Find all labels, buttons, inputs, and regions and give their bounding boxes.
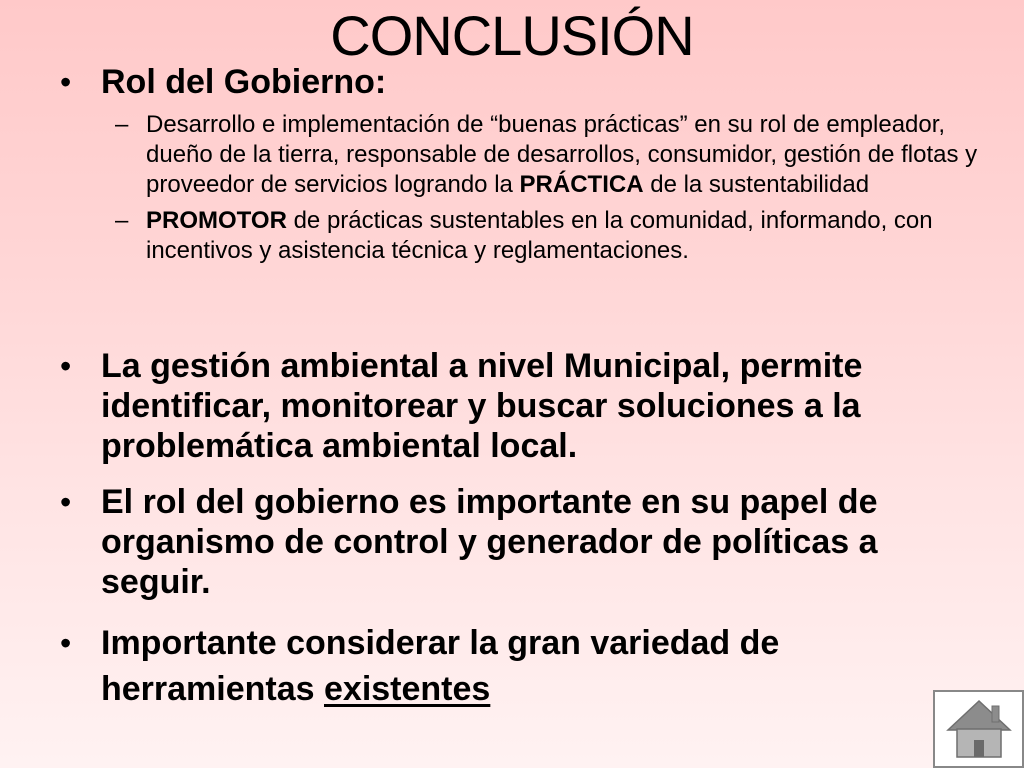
bullet-text: Importante considerar la gran variedad de herramientas — [101, 624, 780, 708]
bullet-underlined-word: existentes — [324, 670, 491, 708]
bullet-heading-text: Rol del Gobierno: — [101, 63, 387, 101]
sub-bullet-marker: – — [115, 207, 129, 234]
bullet-text: La gestión ambiental a nivel Municipal, permite identificar, monitorear y buscar soluciones a la problemática ambiental local. — [101, 347, 863, 465]
sub-bullet-text-end: de la sustentabilidad — [643, 171, 870, 198]
sub-bullet-buenas-practicas — [0, 110, 990, 200]
sub-bullet-marker: – — [115, 111, 129, 138]
slide-title: CONCLUSIÓN — [330, 4, 694, 67]
bullet-marker: • — [60, 348, 72, 384]
bullet-rol-gobierno — [0, 62, 1000, 266]
sub-bullet-bold: PROMOTOR — [146, 207, 287, 234]
home-icon — [946, 698, 1012, 760]
bullet-rol-importante — [0, 482, 1000, 602]
home-button[interactable] — [933, 690, 1024, 768]
bullet-marker: • — [60, 64, 72, 100]
bullet-text-block — [0, 346, 1000, 466]
sub-bullet-text: Desarrollo e implementación de “buenas prácticas” en su rol de empleador, dueño de la tierra, responsable de desarrollos, consumidor, gestión de flotas y proveedor de servicios logrando la — [146, 111, 978, 198]
bullet-heading — [0, 62, 1000, 102]
bullet-text: El rol del gobierno es importante en su papel de organismo de control y generador de políticas a seguir. — [101, 483, 878, 601]
bullet-marker: • — [60, 625, 72, 661]
sub-bullet-text: de prácticas sustentables en la comunidad, informando, con incentivos y asistencia técnica y reglamentaciones. — [146, 207, 933, 264]
bullet-text-block — [0, 620, 1000, 712]
bullet-gestion-ambiental — [0, 346, 1000, 466]
bullet-text-block — [0, 482, 1000, 602]
bullet-marker: • — [60, 484, 72, 520]
sub-bullet-promotor — [0, 206, 990, 266]
sub-bullet-bold: PRÁCTICA — [519, 171, 644, 198]
bullet-herramientas — [0, 620, 1000, 712]
